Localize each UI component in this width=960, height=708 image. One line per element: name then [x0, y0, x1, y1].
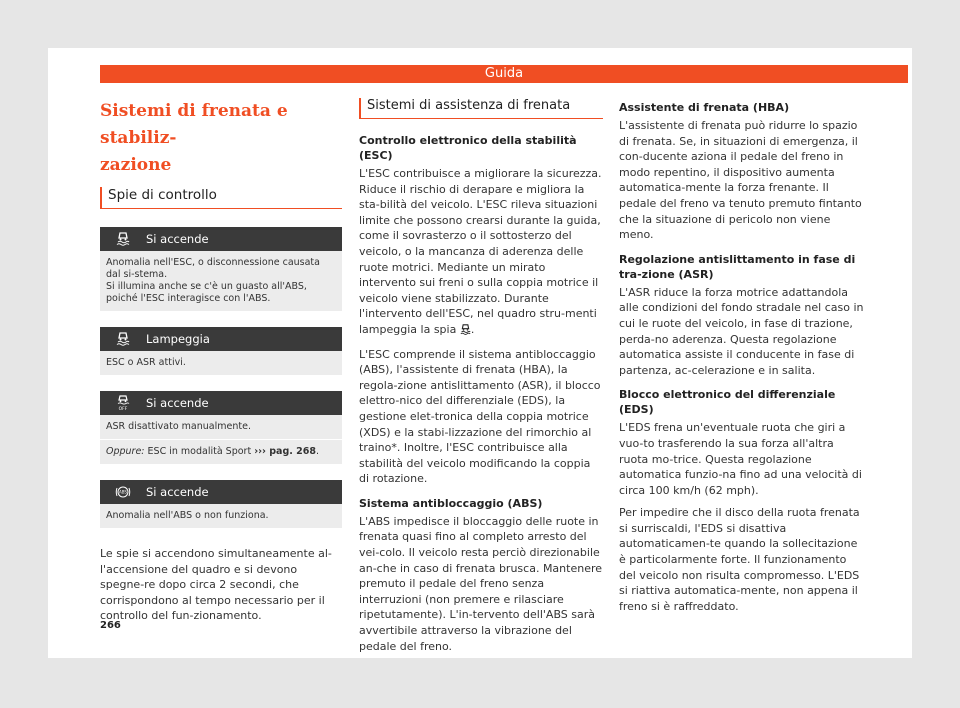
hba-section — [619, 100, 864, 243]
oppure-label: Oppure: — [106, 446, 145, 457]
esc-heading: Controllo elettronico della stabilità (ESC) — [359, 134, 577, 162]
esc-paragraph-1-end: . — [470, 322, 475, 336]
paragraph-lights: Le spie si accendono simultaneamente al-l'accensione del quadro e si devono spegne-re dopo circa 2 secondi, che corrispondono al tempo necessario per il controllo del fun-zionamento. — [100, 547, 332, 623]
warning-box-label: Si accende — [146, 232, 209, 246]
abs-icon — [100, 485, 146, 499]
warning-box-abs-on — [100, 480, 342, 528]
warning-box-label: Si accende — [146, 485, 209, 499]
eds-section — [619, 387, 864, 614]
page-number: 266 — [100, 620, 121, 631]
eds-paragraph-1: L'EDS frena un'eventuale ruota che giri a vuo-to trasferendo la sua forza all'altra ruota mo-trice. Questa regolazione automatica funzio-na fino ad una velocità di circa 100 km/h (62 mph). — [619, 421, 862, 497]
section-title-line1: Sistemi di frenata e stabiliz- — [100, 101, 288, 148]
esc-paragraph-2: L'ESC comprende il sistema antibloccaggio (ABS), l'assistente di frenata (HBA), la regola-zione antislittamento (ASR), il blocco elettro-nico del differenziale (EDS), la gestione elet-tronica della coppia motrice (XDS) e la stabi-lizzazione del rimorchio al traino*. Inoltre, l'ESC contribuisce alla stabilità del veicolo modificando la coppia di rotazione. — [359, 347, 601, 486]
warning-box-body — [100, 504, 342, 528]
abs-section — [359, 496, 603, 654]
warning-box-text: ASR disattivato manualmente. — [106, 421, 251, 432]
column-2 — [359, 98, 603, 654]
asr-section — [619, 252, 864, 379]
svg-text:ABS: ABS — [119, 489, 127, 495]
esc-paragraph-1 — [359, 166, 603, 338]
column-1 — [100, 98, 342, 624]
page-reference-link[interactable]: ››› pag. 268 — [254, 446, 317, 457]
chapter-header: Guida — [100, 65, 908, 83]
warning-box-esc-off — [100, 391, 342, 464]
warning-box-header — [100, 327, 342, 351]
esc-paragraph-1-text: L'ESC contribuisce a migliorare la sicurezza. Riduce il rischio di derapare e migliora la sta-bilità del veicolo. L'ESC rileva situazioni limite che possono crearsi durante la guida, come il sovrasterzo o il sottosterzo del veicolo, o la mancanza di aderenza delle ruote motrici. Mediante un mirato intervento sui freni o sulla coppia motrice il veicolo viene stabilizzato. Durante l'intervento dell'ESC, nel quadro stru-menti lampeggia la spia — [359, 167, 602, 336]
extra-text: ESC in modalità Sport — [144, 446, 255, 457]
manual-page — [48, 48, 912, 658]
asr-heading: Regolazione antislittamento in fase di tra-zione (ASR) — [619, 252, 856, 281]
warning-box-label: Si accende — [146, 396, 209, 410]
column-3 — [619, 98, 864, 614]
svg-text:OFF: OFF — [118, 407, 128, 411]
warning-box-text — [106, 446, 336, 458]
esc-section — [359, 133, 603, 487]
warning-box-header — [100, 480, 342, 504]
warning-box-esc-on — [100, 227, 342, 311]
esc-off-icon — [100, 395, 146, 411]
esc-icon — [100, 232, 146, 246]
warning-box-label: Lampeggia — [146, 332, 210, 346]
hba-heading: Assistente di frenata (HBA) — [619, 101, 790, 114]
eds-paragraph-2: Per impedire che il disco della ruota frenata si surriscaldi, l'EDS si disattiva automaticamen-te quando la sollecitazione è particolarmente forte. Il funzionamento del veicolo non risulta compromesso. L'EDS si riattiva automatica-mente, non appena il freno si è raffreddato. — [619, 506, 860, 613]
esc-icon — [100, 332, 146, 346]
warning-box-body-extra — [100, 439, 342, 464]
warning-box-body — [100, 351, 342, 375]
hba-paragraph: L'assistente di frenata può ridurre lo spazio di frenata. Se, in situazioni di emergenza, il con-ducente aziona il pedale del freno in modo repentino, il dispositivo aumenta automatica-mente la forza frenante. Il pedale del freno va tenuto premuto fintanto che la situazione di pericolo non viene meno. — [619, 119, 862, 242]
warning-box-header — [100, 391, 342, 415]
esc-icon — [460, 324, 471, 335]
warning-box-text: Anomalia nell'ABS o non funziona. — [106, 510, 269, 521]
abs-heading: Sistema antibloccaggio (ABS) — [359, 496, 543, 510]
warning-box-text: ESC o ASR attivi. — [106, 357, 186, 368]
extra-end: . — [316, 446, 320, 457]
warning-box-text: Anomalia nell'ESC, o disconnessione causata dal si-stema. — [106, 257, 320, 280]
warning-box-text: Si illumina anche se c'è un guasto all'ABS, poiché l'ESC interagisce con l'ABS. — [106, 281, 307, 304]
subsection-title-brake-assist: Sistemi di assistenza di frenata — [359, 98, 603, 119]
abs-paragraph: L'ABS impedisce il bloccaggio delle ruote in frenata quasi fino al completo arresto del vei-colo. Il veicolo resta perciò direzionabile an-che in caso di frenata brusca. Mantenere premuto il pedale del freno senza interruzioni (non premere e rilasciare ripetutamente). L'in-tervento dell'ABS sarà avvertibile attraverso la vibrazione del pedale del freno. — [359, 514, 603, 653]
warning-box-header — [100, 227, 342, 251]
warning-box-body — [100, 415, 342, 439]
subsection-title-warning-lights: Spie di controllo — [100, 187, 342, 209]
section-title-line2: zazione — [100, 155, 172, 175]
warning-box-body — [100, 251, 342, 311]
eds-heading: Blocco elettronico del differenziale (EDS) — [619, 388, 836, 417]
section-title — [100, 98, 342, 179]
warning-box-esc-flashing — [100, 327, 342, 375]
asr-paragraph: L'ASR riduce la forza motrice adattandola alle condizioni del fondo stradale nel caso in cui le ruote del veicolo, in fase di trazione, perda-no aderenza. Questa regolazione automatica assiste il conducente in fase di partenza, ac-celerazione e in salita. — [619, 285, 864, 377]
